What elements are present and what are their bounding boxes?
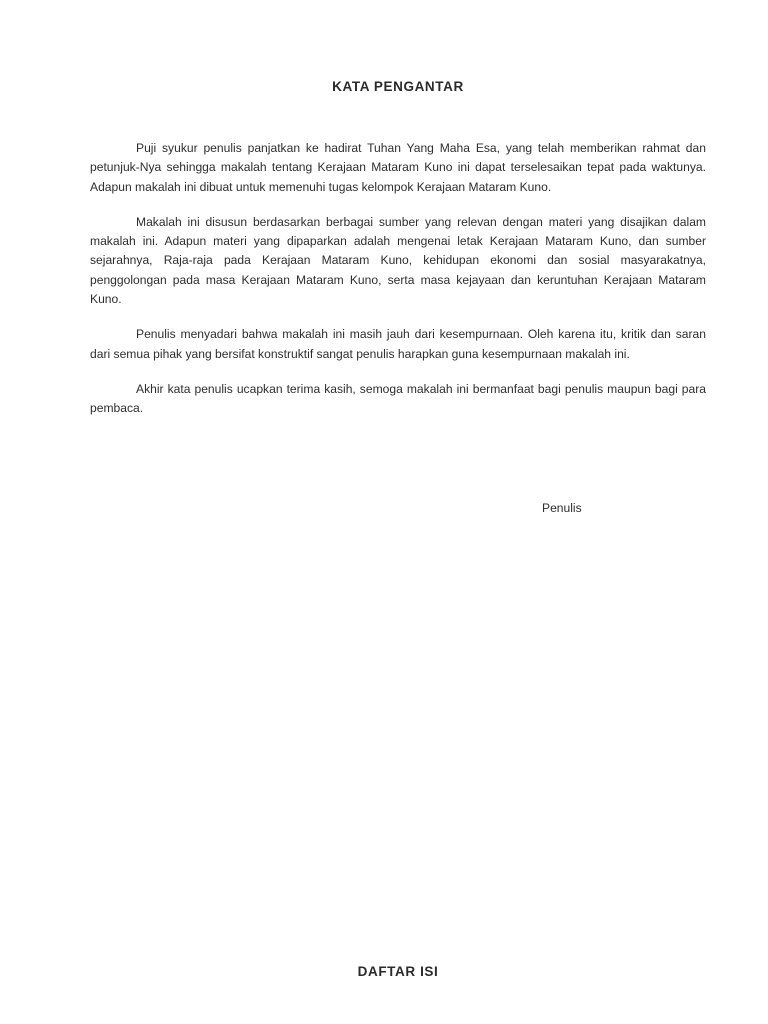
paragraph: Akhir kata penulis ucapkan terima kasih, semoga makalah ini bermanfaat bagi penulis maupun bagi para pembaca.	[90, 381, 706, 416]
page-title: KATA PENGANTAR	[332, 79, 464, 94]
body-text	[90, 139, 706, 435]
paragraph: Puji syukur penulis panjatkan ke hadirat Tuhan Yang Maha Esa, yang telah memberikan rahmat dan petunjuk-Nya sehingga makalah tentang Kerajaan Mataram Kuno ini dapat terselesaikan tepat pada waktunya. Adapun makalah ini dibuat untuk memenuhi tugas kelompok Kerajaan Mataram Kuno.	[90, 141, 706, 194]
signature: Penulis	[542, 501, 582, 515]
next-section-title: DAFTAR ISI	[357, 964, 439, 979]
paragraph: Makalah ini disusun berdasarkan berbagai sumber yang relevan dengan materi yang disajikan dalam makalah ini. Adapun materi yang dipaparkan adalah mengenai letak Kerajaan Mataram Kuno, dan sumber sejarahnya, Raja-raja pada Kerajaan Mataram Kuno, kehidupan ekonomi dan sosial masyarakatnya, penggolongan pada masa Kerajaan Mataram Kuno, serta masa kejayaan dan keruntuhan Kerajaan Mataram Kuno.	[90, 214, 706, 307]
paragraph: Penulis menyadari bahwa makalah ini masih jauh dari kesempurnaan. Oleh karena itu, kritik dan saran dari semua pihak yang bersifat konstruktif sangat penulis harapkan guna kesempurnaan makalah ini.	[90, 327, 706, 361]
